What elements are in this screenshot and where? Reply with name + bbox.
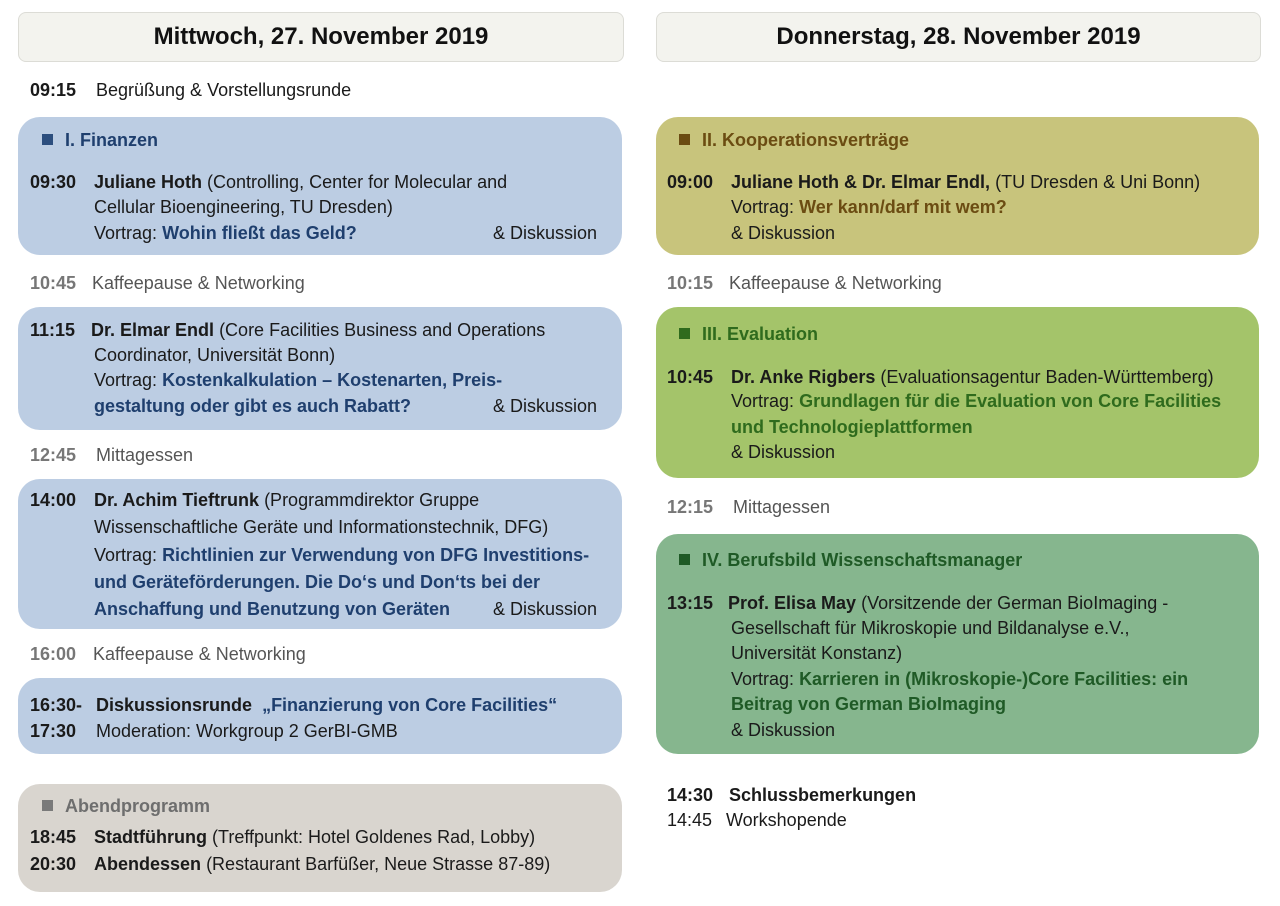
d2-session1-discussion: & Diskussion bbox=[731, 223, 836, 243]
talk-title-1: Grundlagen für die Evaluation von Core Facilities bbox=[799, 391, 1222, 411]
d2-session2-time: 10:45 bbox=[667, 367, 714, 387]
section-title-kooperation: II. Kooperationsverträge bbox=[679, 128, 909, 152]
break-text: Kaffeepause & Networking bbox=[92, 273, 305, 293]
evening-item-2 bbox=[30, 852, 550, 876]
speaker-name: Juliane Hoth & Dr. Elmar Endl, bbox=[731, 172, 991, 192]
talk-title: Wohin fließt das Geld? bbox=[162, 223, 357, 243]
day1-coffee-break-1 bbox=[30, 271, 305, 295]
session2-affil-line2: Coordinator, Universität Bonn) bbox=[94, 345, 336, 365]
session1-affil-line2: Cellular Bioengineering, TU Dresden) bbox=[94, 197, 393, 217]
section-title-berufsbild: IV. Berufsbild Wissenschaftsmanager bbox=[679, 548, 1022, 572]
talk-label: Vortrag: bbox=[94, 545, 158, 565]
d2-session1-talk-line bbox=[731, 195, 1007, 219]
day2-header bbox=[656, 12, 1261, 62]
end-time: 14:45 bbox=[667, 810, 713, 830]
break-text: Kaffeepause & Networking bbox=[93, 644, 306, 664]
day2-end bbox=[667, 808, 847, 832]
speaker-affiliation: (Controlling, Center for Molecular and bbox=[207, 172, 508, 192]
session3-time: 14:00 bbox=[30, 490, 77, 510]
lunch-time: 12:45 bbox=[30, 445, 77, 465]
speaker-affiliation: (Programmdirektor Gruppe bbox=[264, 490, 480, 510]
break-time: 16:00 bbox=[30, 644, 77, 664]
square-bullet-icon bbox=[679, 134, 690, 145]
session3-affil-line2: Wissenschaftliche Geräte und Informationstechnik, DFG) bbox=[94, 517, 549, 537]
item-time: 20:30 bbox=[30, 854, 77, 874]
d2-session3-talk-line1 bbox=[731, 667, 1188, 691]
speaker-affiliation: (Core Facilities Business and Operations bbox=[219, 320, 546, 340]
item-detail: (Treffpunkt: Hotel Goldenes Rad, Lobby) bbox=[212, 827, 536, 847]
day2-closing bbox=[667, 783, 916, 807]
day1-header bbox=[18, 12, 624, 62]
day1-coffee-break-2 bbox=[30, 642, 306, 666]
d2-session2-talk-line1 bbox=[731, 389, 1221, 413]
speaker-affiliation: (Vorsitzende der German BioImaging - bbox=[861, 593, 1169, 613]
lunch-time: 12:15 bbox=[667, 497, 714, 517]
talk-title-1: Kostenkalkulation – Kostenarten, Preis- bbox=[162, 370, 503, 390]
d2-session3-affil-line2: Gesellschaft für Mikroskopie und Bildanalyse e.V., bbox=[731, 618, 1130, 638]
closing-text: Schlussbemerkungen bbox=[729, 785, 917, 805]
evening-item-1 bbox=[30, 825, 535, 849]
d2-session1-time: 09:00 bbox=[667, 172, 714, 192]
session3-talk-line3: Anschaffung und Benutzung von Geräten bbox=[94, 599, 450, 619]
item-name: Stadtführung bbox=[94, 827, 207, 847]
end-text: Workshopende bbox=[726, 810, 847, 830]
break-time: 10:45 bbox=[30, 273, 77, 293]
session1-talk-line bbox=[94, 221, 357, 245]
talk-title-1: Richtlinien zur Verwendung von DFG Investitions- bbox=[162, 545, 590, 565]
speaker-affiliation: (TU Dresden & Uni Bonn) bbox=[995, 172, 1201, 192]
talk-label: Vortrag: bbox=[731, 669, 795, 689]
day2-title: Donnerstag, 28. November 2019 bbox=[776, 23, 1141, 50]
session4-title-line bbox=[96, 693, 557, 717]
d2-session2-speaker-line bbox=[731, 365, 1214, 389]
speaker-name: Dr. Anke Rigbers bbox=[731, 367, 876, 387]
talk-label: Vortrag: bbox=[731, 197, 795, 217]
break-time: 10:15 bbox=[667, 273, 714, 293]
day1-lunch bbox=[30, 443, 193, 467]
d2-session3-time: 13:15 bbox=[667, 593, 714, 613]
d2-session3-talk-line2: Beitrag von German BioImaging bbox=[731, 694, 1007, 714]
talk-title-1: Karrieren in (Mikroskopie-)Core Facilities: ein bbox=[799, 669, 1189, 689]
discussion-title: „Finanzierung von Core Facilities“ bbox=[262, 695, 558, 715]
d2-session2-talk-line2: und Technologieplattformen bbox=[731, 417, 973, 437]
section-title-evening: Abendprogramm bbox=[42, 794, 210, 818]
session1-speaker-line bbox=[94, 170, 507, 194]
day2-lunch bbox=[667, 495, 830, 519]
section-title-finanzen: I. Finanzen bbox=[42, 128, 158, 152]
day2-coffee-break bbox=[667, 271, 942, 295]
talk-label: Vortrag: bbox=[94, 223, 158, 243]
d2-session3-affil-line3: Universität Konstanz) bbox=[731, 643, 903, 663]
square-bullet-icon bbox=[42, 134, 53, 145]
welcome-time: 09:15 bbox=[30, 80, 77, 100]
talk-label: Vortrag: bbox=[94, 370, 158, 390]
square-bullet-icon bbox=[679, 554, 690, 565]
item-time: 18:45 bbox=[30, 827, 77, 847]
section-title-evaluation: III. Evaluation bbox=[679, 322, 818, 346]
day1-title: Mittwoch, 27. November 2019 bbox=[153, 23, 489, 50]
session2-discussion: & Diskussion bbox=[493, 396, 598, 416]
session3-talk-line1 bbox=[94, 543, 589, 567]
lunch-text: Mittagessen bbox=[733, 497, 831, 517]
d2-session1-speaker-line bbox=[731, 170, 1200, 194]
square-bullet-icon bbox=[679, 328, 690, 339]
talk-title: Wer kann/darf mit wem? bbox=[799, 197, 1007, 217]
talk-label: Vortrag: bbox=[731, 391, 795, 411]
speaker-name: Dr. Achim Tieftrunk bbox=[94, 490, 260, 510]
session4-time-end: 17:30 bbox=[30, 721, 77, 741]
d2-session3-speaker-line bbox=[728, 591, 1168, 615]
lunch-text: Mittagessen bbox=[96, 445, 194, 465]
session1-discussion: & Diskussion bbox=[493, 223, 598, 243]
square-bullet-icon bbox=[42, 800, 53, 811]
d2-session3-discussion: & Diskussion bbox=[731, 720, 836, 740]
day1-welcome bbox=[30, 78, 351, 102]
item-name: Abendessen bbox=[94, 854, 202, 874]
session2-talk-line1 bbox=[94, 368, 502, 392]
session2-time: 11:15 bbox=[30, 320, 76, 340]
session4-time-start: 16:30- bbox=[30, 695, 83, 715]
session4-moderation: Moderation: Workgroup 2 GerBI-GMB bbox=[96, 721, 398, 741]
welcome-text: Begrüßung & Vorstellungsrunde bbox=[96, 80, 352, 100]
item-detail: (Restaurant Barfüßer, Neue Strasse 87-89) bbox=[206, 854, 551, 874]
session3-speaker-line bbox=[94, 488, 479, 512]
speaker-name: Juliane Hoth bbox=[94, 172, 203, 192]
d2-session2-discussion: & Diskussion bbox=[731, 442, 836, 462]
discussion-label: Diskussionsrunde bbox=[96, 695, 253, 715]
speaker-affiliation: (Evaluationsagentur Baden-Württemberg) bbox=[880, 367, 1214, 387]
closing-time: 14:30 bbox=[667, 785, 714, 805]
session3-discussion: & Diskussion bbox=[493, 599, 598, 619]
break-text: Kaffeepause & Networking bbox=[729, 273, 942, 293]
session1-time: 09:30 bbox=[30, 172, 77, 192]
session2-talk-line2: gestaltung oder gibt es auch Rabatt? bbox=[94, 396, 412, 416]
speaker-name: Dr. Elmar Endl bbox=[91, 320, 215, 340]
speaker-name: Prof. Elisa May bbox=[728, 593, 857, 613]
session2-speaker-line bbox=[91, 318, 545, 342]
session3-talk-line2: und Geräteförderungen. Die Do‘s und Don‘ts bei der bbox=[94, 572, 541, 592]
